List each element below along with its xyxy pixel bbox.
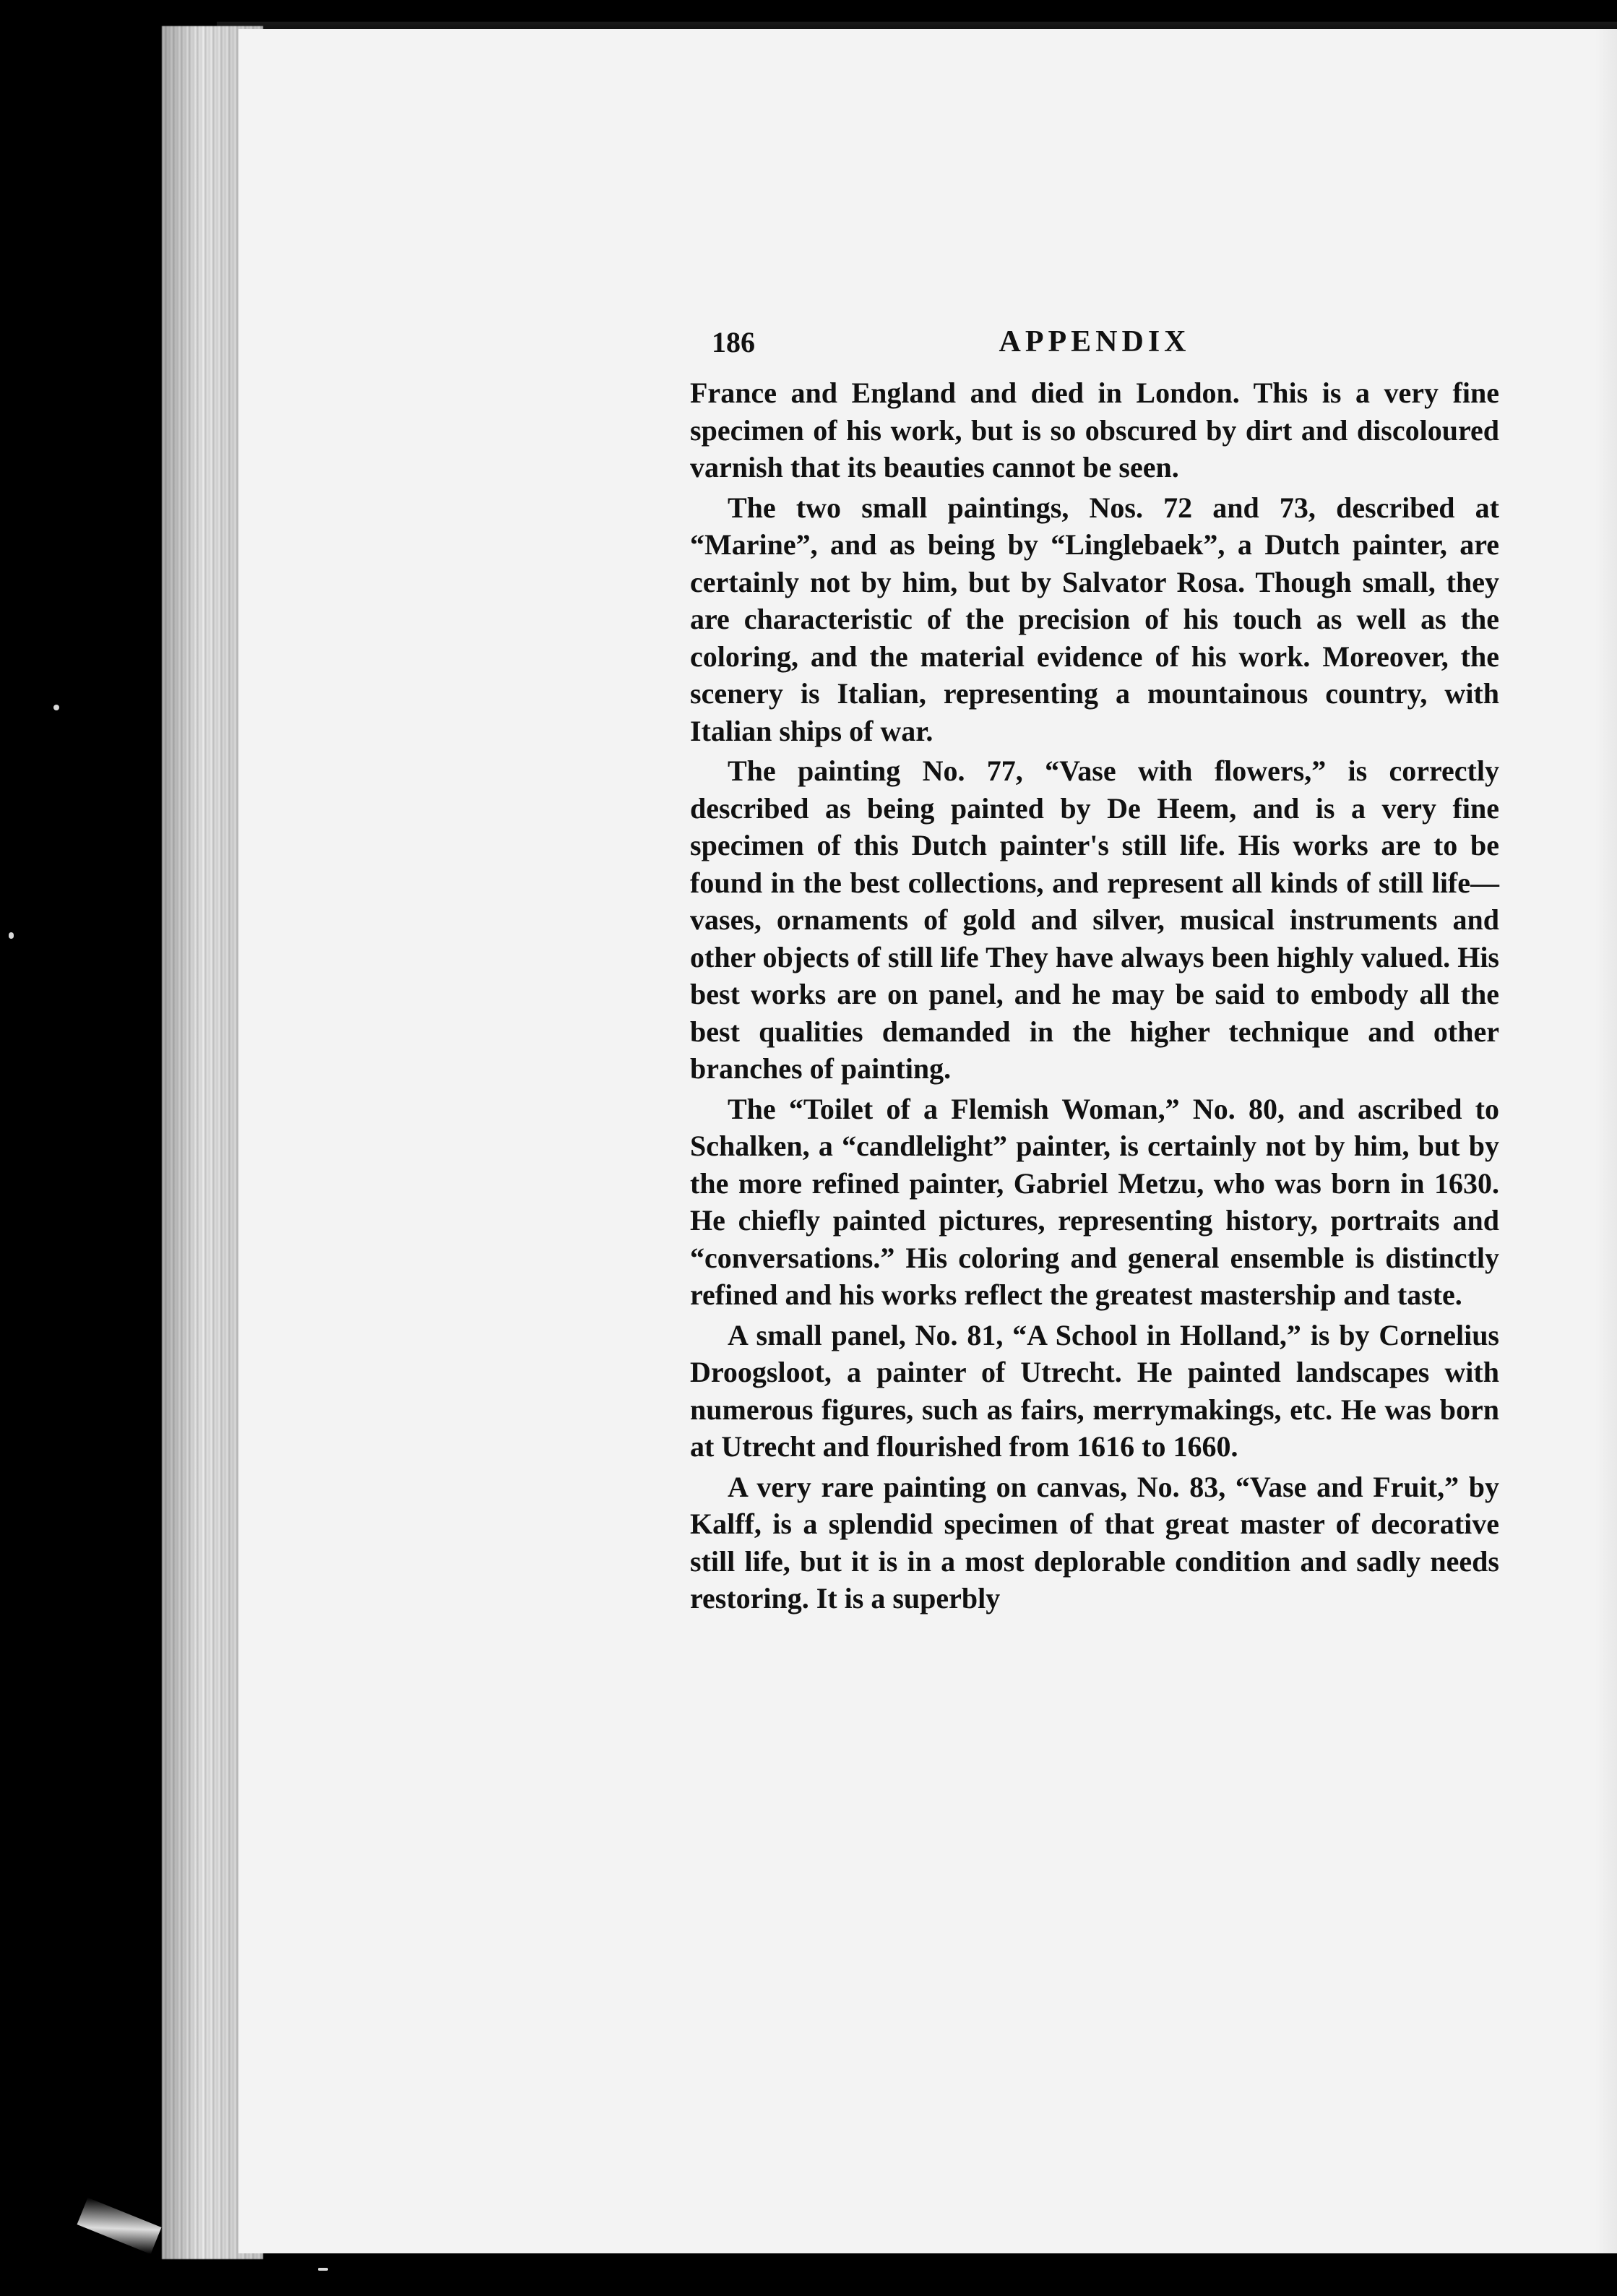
page-header [690, 324, 1499, 374]
paragraph: France and England and died in London. This is a very fine specimen of his work, but is so obscured by dirt and discoloured varnish that its beauties cannot be seen. [690, 377, 1499, 483]
running-head: APPENDIX [999, 325, 1191, 358]
page-right-edge [1595, 29, 1617, 2253]
text-column [690, 324, 1499, 1620]
bottom-left-glare [77, 2198, 162, 2254]
dust-speck [53, 705, 59, 710]
paragraph: A small panel, No. 81, “A School in Holland,” is by Cornelius Droogsloot, a painter of Utrecht. He painted landscapes with numerous figures, such as fairs, merrymakings, etc. He was born at Utrecht and flourished from 1616 to 1660. [690, 1318, 1499, 1463]
paragraph: The painting No. 77, “Vase with flowers,” is correctly described as being painted by De Heem, and is a very fine specimen of this Dutch painter's still life. His works are to be found in the best collections, and represent all kinds of still life—vases, ornaments of gold and silver, musical instruments and other objects of still life They have always been highly valued. His best works are on panel, and he may be said to embody all the best qualities demanded in the higher technique and other branches of painting. [690, 754, 1499, 1085]
page-number: 186 [712, 326, 755, 358]
dust-speck [9, 932, 14, 939]
paragraph: The “Toilet of a Flemish Woman,” No. 80, and ascribed to Schalken, a “candlelight” painter, is certainly not by him, but by the more refined painter, Gabriel Metzu, who was born in 1630. He chiefly painted pictures, representing history, portraits and “conversations.” His coloring and general ensemble is distinctly refined and his works reflect the greatest mastership and taste. [690, 1092, 1499, 1311]
dust-speck [318, 2268, 328, 2271]
paragraph: A very rare painting on canvas, No. 83, “Vase and Fruit,” by Kalff, is a splendid specimen of that great master of decorative still life, but it is in a most deplorable condition and sadly needs restoring. It is a superbly [690, 1470, 1499, 1614]
paragraph: The two small paintings, Nos. 72 and 73, described at “Marine”, and as being by “Linglebaek”, a Dutch painter, are certainly not by him, but by Salvator Rosa. Though small, they are characteristic of the precision of his touch as well as the coloring, and the material evidence of his work. Moreover, the scenery is Italian, representing a mountainous country, with Italian ships of war. [690, 491, 1499, 747]
